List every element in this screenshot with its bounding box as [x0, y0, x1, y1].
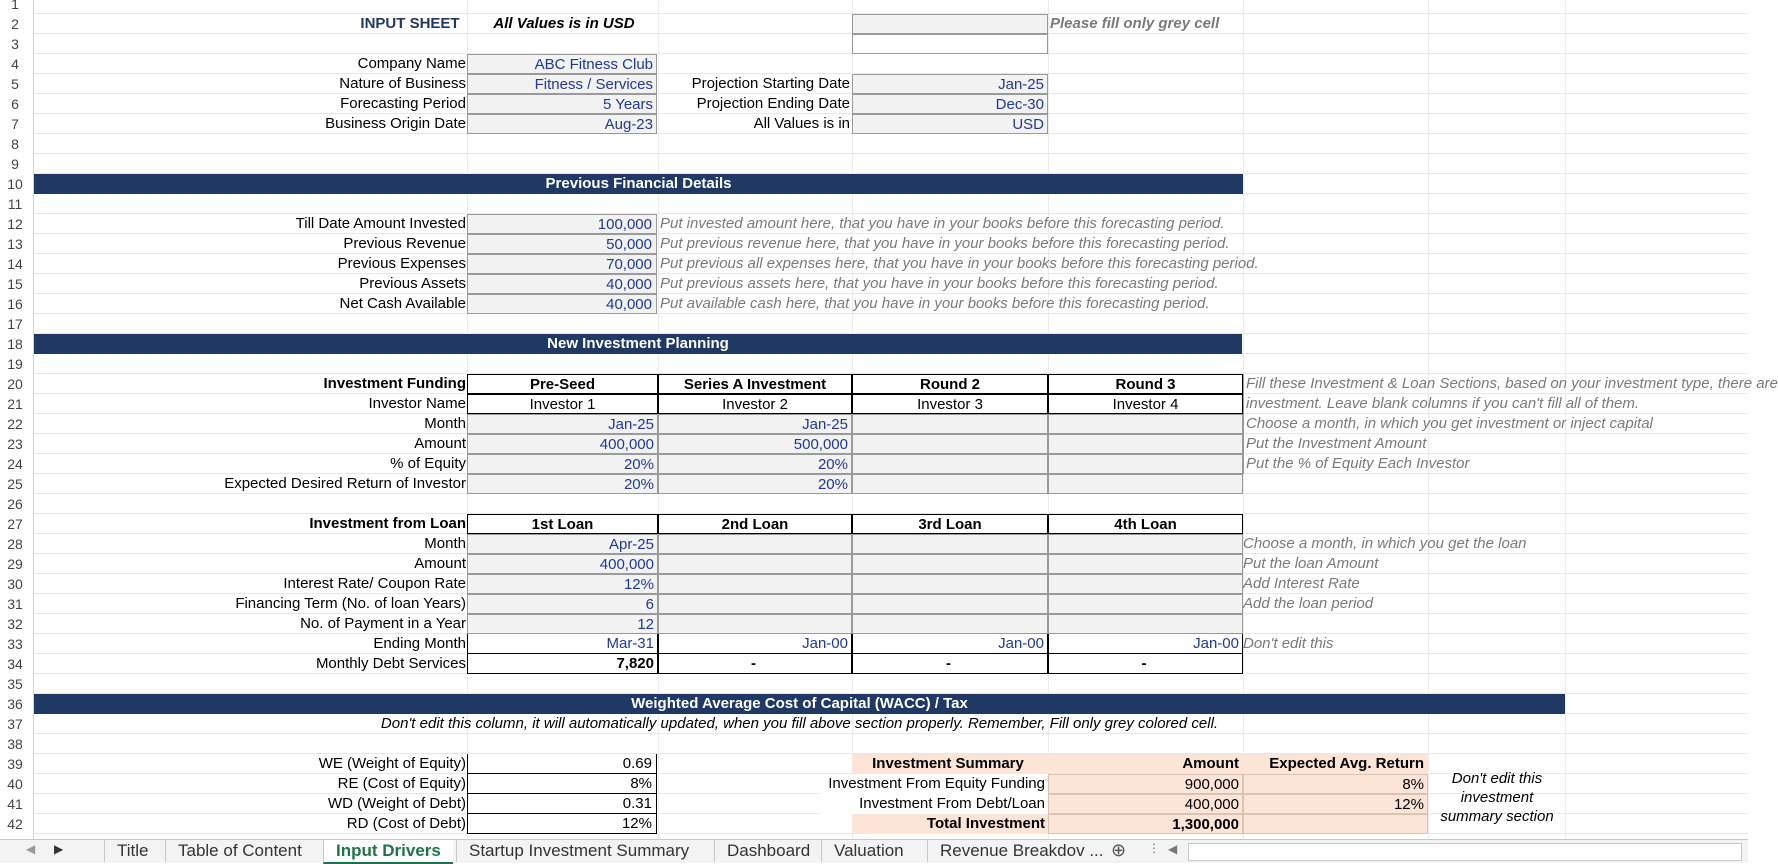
loan-note: Put the loan Amount	[1243, 555, 1379, 572]
new-investment-band: New Investment Planning	[34, 334, 1242, 354]
loan-value-cell[interactable]	[658, 554, 852, 574]
monthly-debt-cell: -	[852, 654, 1048, 674]
loan-row-label: No. of Payment in a Year	[300, 615, 466, 632]
prev-fin-note: Put previous all expenses here, that you have in your books before this forecasting period.	[660, 255, 1259, 272]
sheet-tab[interactable]: Table of Content	[165, 840, 314, 862]
wacc-value-cell: 8%	[467, 774, 657, 794]
prev-fin-value-cell[interactable]: 40,000	[467, 274, 657, 294]
loan-value-cell[interactable]	[1048, 614, 1243, 634]
investment-value-cell[interactable]	[1048, 474, 1243, 494]
investment-row-label: Amount	[414, 435, 466, 452]
row-number[interactable]: 25	[7, 476, 23, 492]
sheet-tab[interactable]: Valuation	[821, 840, 916, 862]
prev-fin-value-cell[interactable]: 50,000	[467, 234, 657, 254]
investor-name-cell[interactable]: Investor 4	[1048, 394, 1243, 414]
company-value-cell[interactable]: ABC Fitness Club	[467, 54, 657, 74]
investment-note: Put the Investment Amount	[1243, 434, 1426, 454]
sheet-tab-bar	[0, 839, 1748, 863]
row-number[interactable]: 4	[11, 56, 19, 72]
investment-value-cell[interactable]: 20%	[467, 474, 658, 494]
prev-fin-note: Put previous revenue here, that you have in your books before this forecasting period.	[660, 235, 1230, 252]
loan-value-cell[interactable]	[1048, 574, 1243, 594]
projection-value-cell[interactable]: Dec-30	[852, 94, 1048, 114]
row-number[interactable]: 34	[7, 656, 23, 672]
loan-value-cell: Jan-00	[658, 634, 852, 654]
summary-cell: 900,000	[1048, 774, 1243, 794]
row-number[interactable]: 20	[7, 376, 23, 392]
add-sheet-icon[interactable]: ⊕	[1111, 840, 1127, 860]
loan-column-header: 2nd Loan	[658, 514, 852, 534]
loan-value-cell[interactable]	[1048, 594, 1243, 614]
row-number[interactable]: 37	[7, 716, 23, 732]
summary-side-note: investment	[1460, 789, 1534, 806]
row-number[interactable]: 27	[7, 516, 23, 532]
loan-value-cell: Jan-00	[852, 634, 1048, 654]
row-number[interactable]: 35	[7, 676, 23, 692]
investment-value-cell[interactable]: 20%	[658, 474, 852, 494]
investment-row-label: % of Equity	[390, 455, 466, 472]
prev-fin-label: Till Date Amount Invested	[295, 215, 466, 232]
wacc-label: RE (Cost of Equity)	[337, 775, 466, 792]
summary-cell: 8%	[1243, 774, 1428, 794]
scroll-left-icon[interactable]: ◀	[26, 842, 36, 856]
loan-column-header: 3rd Loan	[852, 514, 1048, 534]
investor-name-cell[interactable]: Investor 3	[852, 394, 1048, 414]
company-value-cell[interactable]: 5 Years	[467, 94, 657, 114]
header-empty-cell[interactable]	[852, 34, 1048, 54]
row-number[interactable]: 2	[11, 16, 19, 32]
row-number[interactable]: 19	[7, 356, 23, 372]
wacc-label: RD (Cost of Debt)	[346, 815, 466, 832]
row-number[interactable]: 9	[11, 156, 19, 172]
row-number[interactable]: 1	[11, 0, 19, 12]
loan-value-cell[interactable]	[658, 614, 852, 634]
company-value-cell[interactable]: Aug-23	[467, 114, 657, 134]
summary-header: Amount	[1048, 754, 1243, 774]
sheet-tab[interactable]: Dashboard	[714, 840, 822, 862]
row-number[interactable]: 32	[7, 616, 23, 632]
loan-value-cell[interactable]	[1048, 554, 1243, 574]
investment-value-cell[interactable]: 20%	[467, 454, 658, 474]
projection-label: Projection Ending Date	[696, 95, 850, 112]
sheet-tab[interactable]: Revenue Breakdov ...	[927, 840, 1115, 862]
investment-value-cell[interactable]	[1048, 414, 1243, 434]
investment-value-cell[interactable]	[852, 454, 1048, 474]
row-number[interactable]: 29	[7, 556, 23, 572]
horizontal-scrollbar[interactable]	[1188, 843, 1742, 861]
loan-row-label: Month	[424, 535, 466, 552]
loan-column-header: 4th Loan	[1048, 514, 1243, 534]
loan-value-cell[interactable]: 12%	[467, 574, 658, 594]
prev-fin-value-cell[interactable]: 40,000	[467, 294, 657, 314]
row-number[interactable]: 33	[7, 636, 23, 652]
summary-cell: Investment From Debt/Loan	[820, 794, 1048, 814]
company-label: Nature of Business	[339, 75, 466, 92]
loan-row-label: Interest Rate/ Coupon Rate	[283, 575, 466, 592]
row-number[interactable]: 26	[7, 496, 23, 512]
row-number[interactable]: 8	[11, 136, 19, 152]
investment-row-label: Month	[424, 415, 466, 432]
row-number[interactable]: 42	[7, 816, 23, 832]
investor-name-cell[interactable]: Investor 1	[467, 394, 658, 414]
row-number[interactable]: 18	[7, 336, 23, 352]
investment-value-cell[interactable]	[852, 434, 1048, 454]
loan-value-cell: Mar-31	[467, 634, 658, 654]
investment-row-label: Expected Desired Return of Investor	[224, 475, 466, 492]
row-number[interactable]: 28	[7, 536, 23, 552]
investment-value-cell[interactable]: Jan-25	[658, 414, 852, 434]
values-currency-note: All Values is in USD	[493, 15, 635, 32]
investment-value-cell[interactable]: Jan-25	[467, 414, 658, 434]
loan-row-label: Financing Term (No. of loan Years)	[235, 595, 466, 612]
row-number[interactable]: 41	[7, 796, 23, 812]
prev-fin-value-cell[interactable]: 70,000	[467, 254, 657, 274]
loan-value-cell[interactable]: 12	[467, 614, 658, 634]
row-number[interactable]: 3	[11, 36, 19, 52]
row-number[interactable]: 15	[7, 276, 23, 292]
row-number[interactable]: 6	[11, 96, 19, 112]
summary-side-note: Don't edit this	[1451, 770, 1543, 787]
summary-cell: Total Investment	[852, 814, 1048, 834]
wacc-band: Weighted Average Cost of Capital (WACC) / Tax	[34, 694, 1565, 714]
prev-fin-label: Previous Revenue	[343, 235, 466, 252]
prev-fin-value-cell[interactable]: 100,000	[467, 214, 657, 234]
investment-column-header: Series A Investment	[658, 374, 852, 394]
monthly-debt-cell: 7,820	[467, 654, 658, 674]
row-number[interactable]: 10	[7, 176, 23, 192]
loan-value-cell[interactable]: Apr-25	[467, 534, 658, 554]
wacc-label: WD (Weight of Debt)	[327, 795, 466, 812]
investment-value-cell[interactable]: 500,000	[658, 434, 852, 454]
header-grey-cell[interactable]	[852, 14, 1048, 34]
summary-cell	[1243, 814, 1428, 834]
scroll-right-icon[interactable]: ▶	[54, 842, 64, 856]
investment-column-header: Round 3	[1048, 374, 1243, 394]
loan-column-header: 1st Loan	[467, 514, 658, 534]
investment-value-cell[interactable]	[1048, 434, 1243, 454]
summary-side-note: summary section	[1440, 808, 1554, 825]
investment-value-cell[interactable]	[1048, 454, 1243, 474]
company-label: Business Origin Date	[325, 115, 466, 132]
wacc-value-cell: 12%	[467, 814, 657, 834]
loan-value-cell: Jan-00	[1048, 634, 1243, 654]
summary-cell: 1,300,000	[1048, 814, 1243, 834]
sheet-tab[interactable]: Startup Investment Summary	[456, 840, 701, 862]
row-number[interactable]: 36	[7, 696, 23, 712]
projection-label: All Values is in	[753, 115, 850, 132]
loan-value-cell[interactable]	[658, 574, 852, 594]
prev-fin-note: Put invested amount here, that you have in your books before this forecasting period.	[660, 215, 1225, 232]
row-number[interactable]: 38	[7, 736, 23, 752]
hscroll-left-icon[interactable]: ◀	[1168, 842, 1178, 856]
row-number[interactable]: 23	[7, 436, 23, 452]
investment-column-header: Pre-Seed	[467, 374, 658, 394]
summary-cell: 12%	[1243, 794, 1428, 814]
loan-row-label: Ending Month	[373, 635, 466, 652]
loan-value-cell[interactable]	[852, 574, 1048, 594]
loan-value-cell[interactable]	[658, 594, 852, 614]
projection-value-cell[interactable]: Jan-25	[852, 74, 1048, 94]
summary-header: Expected Avg. Return	[1243, 754, 1428, 774]
monthly-debt-cell: -	[658, 654, 852, 674]
loan-value-cell[interactable]: 400,000	[467, 554, 658, 574]
monthly-debt-cell: -	[1048, 654, 1243, 674]
investment-value-cell[interactable]: 20%	[658, 454, 852, 474]
prev-fin-note: Put available cash here, that you have in your books before this forecasting period.	[660, 295, 1210, 312]
row-number[interactable]: 16	[7, 296, 23, 312]
company-value-cell[interactable]: Fitness / Services	[467, 74, 657, 94]
loan-row-label: Amount	[414, 555, 466, 572]
prev-fin-label: Previous Expenses	[337, 255, 466, 272]
investment-note: Put the % of Equity Each Investor	[1243, 454, 1469, 474]
row-number[interactable]: 17	[7, 316, 23, 332]
projection-label: Projection Starting Date	[691, 75, 850, 92]
row-gridline	[34, 153, 1748, 154]
wacc-value-cell: 0.31	[467, 794, 657, 814]
row-number[interactable]: 5	[11, 76, 19, 92]
loan-value-cell[interactable]	[852, 614, 1048, 634]
row-number[interactable]: 14	[7, 256, 23, 272]
investment-value-cell[interactable]	[852, 474, 1048, 494]
loan-header-label: Investment from Loan	[309, 515, 466, 532]
prev-fin-note: Put previous assets here, that you have in your books before this forecasting period.	[660, 275, 1219, 292]
company-label: Company Name	[357, 55, 466, 72]
sheet-title: INPUT SHEET	[360, 15, 460, 32]
loan-value-cell[interactable]	[852, 554, 1048, 574]
row-header-column	[0, 0, 34, 839]
row-number[interactable]: 30	[7, 576, 23, 592]
row-number[interactable]: 31	[7, 596, 23, 612]
projection-value-cell[interactable]: USD	[852, 114, 1048, 134]
sheet-options-icon[interactable]: ⋮	[1148, 841, 1160, 855]
summary-header: Investment Summary	[852, 754, 1048, 774]
investment-row-label: Investor Name	[368, 395, 466, 412]
prev-fin-label: Previous Assets	[359, 275, 466, 292]
investment-note: investment. Leave blank columns if you can't fill all of them.	[1243, 394, 1639, 414]
loan-note: Don't edit this	[1243, 635, 1334, 652]
row-number[interactable]: 11	[7, 196, 23, 212]
loan-note: Choose a month, in which you get the loan	[1243, 535, 1527, 552]
loan-row-label: Monthly Debt Services	[315, 655, 466, 672]
wacc-subnote: Don't edit this column, it will automatically updated, when you fill above section properly. Remember, Fill only grey colored cell.	[380, 715, 1219, 732]
loan-value-cell[interactable]	[852, 594, 1048, 614]
company-label: Forecasting Period	[340, 95, 466, 112]
loan-note: Add the loan period	[1243, 595, 1374, 612]
row-number[interactable]: 13	[7, 236, 23, 252]
row-number[interactable]: 21	[7, 396, 23, 412]
row-number[interactable]: 24	[7, 456, 23, 472]
investment-note: Fill these Investment & Loan Sections, based on your investment type, there are	[1243, 374, 1778, 394]
wacc-value-cell: 0.69	[467, 754, 657, 774]
summary-cell: Investment From Equity Funding	[820, 774, 1048, 794]
loan-note: Add Interest Rate	[1243, 575, 1360, 592]
row-number[interactable]: 39	[7, 756, 23, 772]
loan-value-cell[interactable]	[1048, 534, 1243, 554]
prev-fin-label: Net Cash Available	[339, 295, 466, 312]
row-number[interactable]: 40	[7, 776, 23, 792]
loan-value-cell[interactable]	[852, 534, 1048, 554]
row-number[interactable]: 12	[7, 216, 23, 232]
investment-funding-header: Investment Funding	[323, 375, 466, 392]
investor-name-cell[interactable]: Investor 2	[658, 394, 852, 414]
row-number[interactable]: 7	[11, 116, 19, 132]
fill-grey-note: Please fill only grey cell	[1050, 15, 1220, 32]
previous-financial-band: Previous Financial Details	[34, 174, 1243, 194]
sheet-tab[interactable]: Title	[104, 840, 161, 862]
row-number[interactable]: 22	[7, 416, 23, 432]
wacc-label: WE (Weight of Equity)	[318, 755, 466, 772]
loan-value-cell[interactable]	[658, 534, 852, 554]
summary-cell: 400,000	[1048, 794, 1243, 814]
loan-value-cell[interactable]: 6	[467, 594, 658, 614]
investment-value-cell[interactable]: 400,000	[467, 434, 658, 454]
investment-value-cell[interactable]	[852, 414, 1048, 434]
investment-column-header: Round 2	[852, 374, 1048, 394]
sheet-tab[interactable]: Input Drivers	[323, 840, 453, 864]
investment-note: Choose a month, in which you get investment or inject capital	[1243, 414, 1653, 434]
